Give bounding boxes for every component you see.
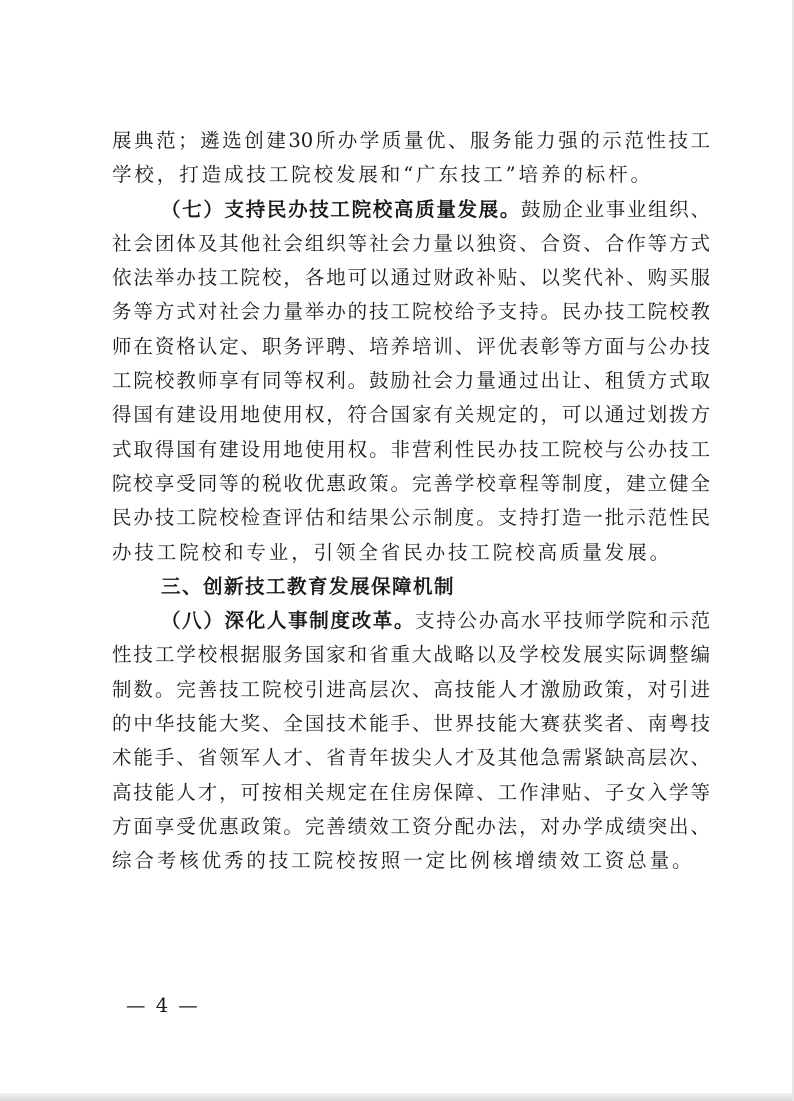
text-line: 社会团体及其他社会组织等社会力量以独资、合资、合作等方式	[112, 231, 710, 255]
text-line: 学校，打造成技工院校发展和“广东技工”培养的标杆。	[112, 163, 653, 187]
page-bottom-edge	[0, 1093, 794, 1101]
text-line: 务等方式对社会力量举办的技工院校给予支持。民办技工院校教	[112, 300, 710, 324]
text-line: 展典范；遴选创建30所办学质量优、服务能力强的示范性技工	[112, 129, 710, 152]
text-line: 综合考核优秀的技工院校按照一定比例核增绩效工资总量。	[112, 849, 695, 873]
document-body	[112, 124, 710, 879]
section-seven-lead-line	[112, 193, 710, 227]
text-span: 支持公办高水平技师学院和示范	[415, 609, 710, 633]
section-eight-title: （八）深化人事制度改革。	[161, 609, 416, 633]
text-line: 办技工院校和专业，引领全省民办技工院校高质量发展。	[112, 540, 673, 564]
text-line: 高技能人才，可按相关规定在住房保障、工作津贴、子女入学等	[112, 780, 710, 804]
text-line: 得国有建设用地使用权，符合国家有关规定的，可以通过划拨方	[112, 403, 710, 427]
text-line: 工院校教师享有同等权利。鼓励社会力量通过出让、租赁方式取	[112, 369, 710, 393]
text-line: 术能手、省领军人才、省青年拔尖人才及其他急需紧缺高层次、	[112, 746, 710, 770]
text-line: 式取得国有建设用地使用权。非营利性民办技工院校与公办技工	[112, 437, 710, 461]
section-three-heading: 三、创新技工教育发展保障机制	[161, 574, 456, 598]
text-line: 院校享受同等的税收优惠政策。完善学校章程等制度，建立健全	[112, 471, 710, 495]
text-line: 的中华技能大奖、全国技术能手、世界技能大赛获奖者、南粤技	[112, 712, 710, 736]
text-line: 师在资格认定、职务评聘、培养培训、评优表彰等方面与公办技	[112, 334, 710, 358]
text-line: 依法举办技工院校，各地可以通过财政补贴、以奖代补、购买服	[112, 266, 710, 290]
text-line: 方面享受优惠政策。完善绩效工资分配办法，对办学成绩突出、	[112, 814, 710, 838]
text-line: 制数。完善技工院校引进高层次、高技能人才激励政策，对引进	[112, 677, 710, 701]
text-span: 鼓励企业事业组织、	[521, 197, 710, 221]
text-line: 性技工学校根据服务国家和省重大战略以及学校发展实际调整编	[112, 643, 710, 667]
page-number: — 4 —	[126, 994, 200, 1017]
section-seven-title: （七）支持民办技工院校高质量发展。	[161, 197, 522, 221]
text-line: 民办技工院校检查评估和结果公示制度。支持打造一批示范性民	[112, 506, 710, 530]
section-eight-lead-line	[112, 604, 710, 638]
